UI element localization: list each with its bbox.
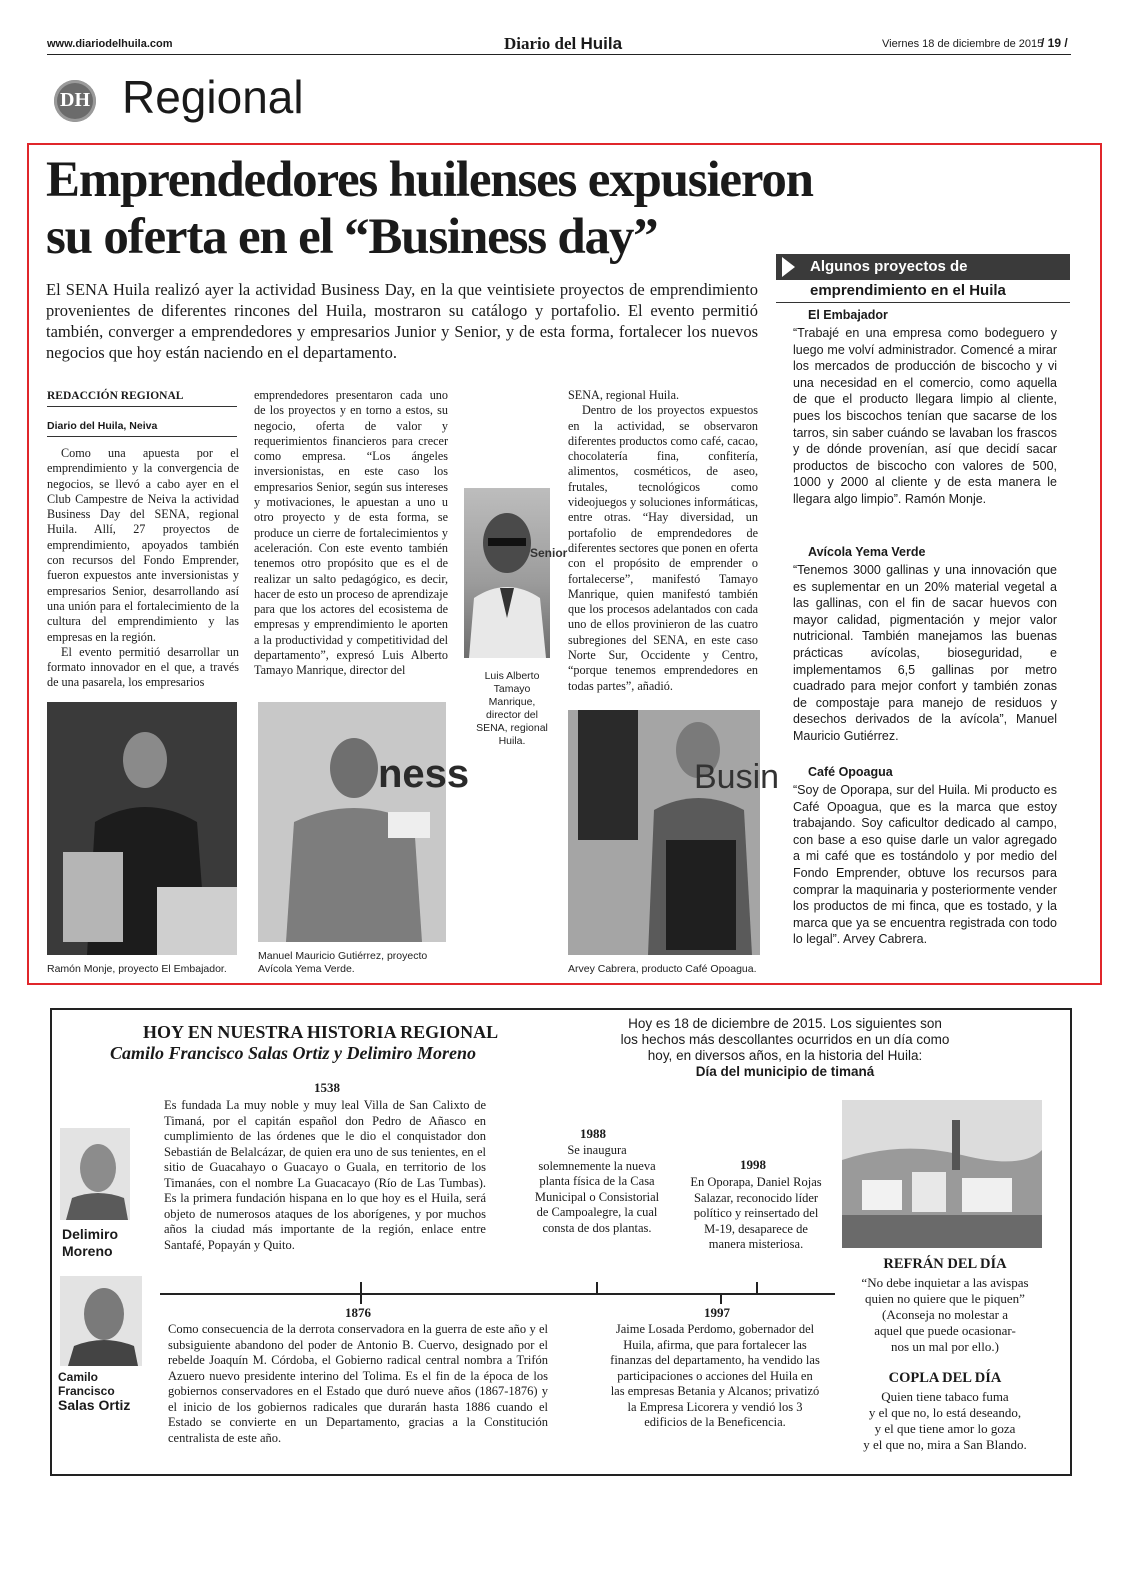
photo-3-sign: Busin bbox=[694, 758, 780, 796]
dh-logo bbox=[54, 80, 96, 122]
section-title: Regional bbox=[122, 71, 304, 123]
event-1997-text: Jaime Losada Perdomo, gobernador del Huila, afirma, que para fortalecer las finanzas del departamento, ha vendido las participaciones o acciones del Huila en las empresas Betania y Alcanos; privatizó la Empresa Licorera y vendió los 3 edificios de la Beneficencia. bbox=[610, 1322, 820, 1429]
history-title: HOY EN NUESTRA HISTORIA REGIONAL bbox=[143, 1022, 499, 1042]
timeline-tick-1988 bbox=[596, 1282, 598, 1294]
refran-body bbox=[836, 1275, 1054, 1355]
portrait-sign: Senior bbox=[530, 546, 568, 560]
refran-line-3: (Aconseja no molestar a bbox=[882, 1307, 1008, 1322]
refran-line-5: nos un mal por ello.) bbox=[891, 1339, 999, 1354]
masthead-huila: Huila bbox=[580, 34, 623, 53]
col1-paragraph-1: Como una apuesta por el emprendimiento y la convergencia de negocios, se llevó a cabo ayer en el Club Campestre de Neiva la actividad Business Day del SENA, regional Huila. Allí, 27 proyectos de emprendimiento, apoyados también con recursos del Fondo Emprender, fueron expuestos ante inversionistas y empresarios Senior, desarrollando así una unión para el fortalecimiento de la cultura del emprendimiento y las empresas en la región. bbox=[47, 446, 239, 644]
column-1 bbox=[47, 446, 239, 691]
portrait-caption: Luis Alberto Tamayo Manrique, director del SENA, regional Huila. bbox=[476, 670, 548, 747]
copla-body bbox=[836, 1389, 1054, 1453]
event-1997-year: 1997 bbox=[704, 1305, 730, 1320]
byline-rule bbox=[47, 406, 237, 407]
sidebar-title-2: emprendimiento en el Huila bbox=[810, 282, 1006, 299]
portrait-figure bbox=[464, 488, 550, 658]
site-url: www.diariodelhuila.com bbox=[47, 38, 173, 50]
author-1-line-1: Delimiro bbox=[62, 1226, 119, 1242]
sidebar-item-3-title: Café Opoagua bbox=[808, 765, 893, 779]
event-1988-year: 1988 bbox=[580, 1126, 606, 1141]
event-1998-year: 1998 bbox=[740, 1157, 766, 1172]
refran-line-4: aquel que puede ocasionar- bbox=[874, 1323, 1016, 1338]
col2-paragraph-1: emprendedores presentaron cada uno de los proyectos y en torno a estos, su negocio, oferta de valor y requerimientos financieros para crecer como empresa. “Los ángeles inversionistas, en este caso los empresarios Senior, según sus intereses y motivaciones, le apuestan a uno u otro proyecto y de esta forma, se produce un cierre de fortalecimientos y aceleración. Con este evento también tenemos otro propósito que es el de realizar un salto pedagógico, es decir, hacer de esto un proceso de aprendizaje para que los actores del ecosistema de empresas y emprendimiento le aporten a la productividad y competitividad del departamento”, expresó Luis Alberto Tamayo Manrique, director del bbox=[254, 388, 448, 678]
photo-1-figure bbox=[47, 702, 237, 955]
sidebar-item-1-text: “Trabajé en una empresa como bodeguero y luego me volví administrador. Comencé a mirar los mercados de producción de biscocho y vi una necesidad en el comercio, como aquella de que el producto llegara limpio al cliente, pues los biscochos tenían que sacarse de los tarros, sin saber cuándo se lavaban los frascos y de dónde provenían, así que decidí sacar productos de biscocho con valores de 500, 1000 y 2000 al cliente y de esta manera le llegara algo limpio”. Ramón Monje. bbox=[793, 326, 1057, 506]
history-intro bbox=[590, 1016, 980, 1080]
copla-line-4: y el que no, mira a San Blando. bbox=[863, 1437, 1027, 1452]
sidebar-rule bbox=[776, 302, 1070, 303]
photo-manuel-gutierrez bbox=[258, 702, 470, 942]
event-1876-year: 1876 bbox=[345, 1305, 371, 1320]
sidebar-item-2-text: “Tenemos 3000 gallinas y una innovación que es suplementar en un 20% material vegetal a las gallinas, con el fin de sacar huevos con mayor calidad, pigmentación y mejor valor nutricional. También manejamos las buenas prácticas avícolas, bioseguridad, e implementamos 6,5 gallinas por metro cuadrado para mejor confort y también zonas de compostaje para manejo de residuos y desechos derivados de la avícola”, Manuel Mauricio Gutiérrez. bbox=[793, 563, 1057, 743]
photo-2-sign: ness bbox=[378, 752, 470, 796]
town-figure bbox=[842, 1100, 1042, 1248]
author-camilo-name bbox=[58, 1370, 130, 1412]
history-intro-2: los hechos más descollantes ocurridos en un día como bbox=[620, 1032, 950, 1047]
event-1538-year: 1538 bbox=[314, 1080, 340, 1095]
refran-title: REFRÁN DEL DÍA bbox=[883, 1256, 1007, 1272]
photo-2-figure bbox=[258, 702, 446, 942]
byline: REDACCIÓN REGIONAL bbox=[47, 390, 184, 402]
headline-line-2: su oferta en el “Business day” bbox=[46, 209, 658, 265]
sidebar-item-2-title: Avícola Yema Verde bbox=[808, 545, 926, 559]
caption-arvey-cabrera: Arvey Cabrera, producto Café Opoagua. bbox=[568, 963, 757, 975]
article-lead: El SENA Huila realizó ayer la actividad Business Day, en la que veintisiete proyectos de emprendimiento provenientes de diferentes rincones del Huila, mostraron su catálogo y portafolio. El evento permitió también, converger a emprendedores y empresarios Junior y Senior, y de esta forma, fortalecer los nuevos negocios que hoy están naciendo en el departamento. bbox=[46, 280, 758, 362]
history-authors: Camilo Francisco Salas Ortiz y Delimiro Moreno bbox=[110, 1043, 477, 1063]
history-intro-1: Hoy es 18 de diciembre de 2015. Los siguientes son bbox=[628, 1016, 942, 1031]
dateline-rule bbox=[47, 436, 237, 437]
copla-line-1: Quien tiene tabaco fuma bbox=[881, 1389, 1009, 1404]
sidebar-item-1-title: El Embajador bbox=[808, 308, 888, 322]
issue-date: Viernes 18 de diciembre de 2015 bbox=[882, 38, 1044, 50]
event-1998-text: En Oporapa, Daniel Rojas Salazar, reconocido líder político y reinsertado del M-19, desaparece de manera misteriosa. bbox=[690, 1175, 822, 1251]
timeline-tick-1538 bbox=[360, 1282, 362, 1294]
photo-3-figure bbox=[568, 710, 760, 955]
author-photo-camilo bbox=[60, 1276, 142, 1366]
timeline-line bbox=[160, 1293, 835, 1295]
caption-manuel-gutierrez: Manuel Mauricio Gutiérrez, proyecto Avícola Yema Verde. bbox=[258, 950, 428, 975]
timana-town-photo bbox=[842, 1100, 1042, 1248]
dh-logo-text: DH bbox=[60, 89, 90, 111]
event-1876-text: Como consecuencia de la derrota conservadora en la guerra de este año y el subsiguiente abandono del poder de Antonio B. Cuervo, designado por el rebelde Joaquín M. Córdoba, el Gobierno radical central nombra a Trifón Azuero nuevo presidente interino del Tolima. Es el fin de la época de los gobiernos conservadores en el Estado que duró nueve años (1867-1876) y el inicio de los gobiernos radicales que durarán hasta 1886 cuando el Estado se convierte en un Departamento, gracias a la Constitución centralista de este año. bbox=[168, 1322, 548, 1445]
author-2-figure bbox=[60, 1276, 142, 1366]
copla-line-2: y el que no, lo está deseando, bbox=[868, 1405, 1022, 1420]
col4-paragraph-2: Dentro de los proyectos expuestos en la actividad, se observaron diferentes productos como café, cacao, chocolatería fina, confitería, alimentos, cosméticos, de aseo, frutales, tecnológicos como videojuegos y soluciones informáticas, entre otras. “Hay diversidad, un portafolio de emprendedores de diferentes sectores que ponen en oferta con el propósito de emprender o fortalecerse”, manifestó Tamayo Manrique, quien manifestó también que los procesos adelantados con cada uno de ellos provinieron de las cuatro subregiones del SENA, en este caso Norte Sur, Occidente y Centro, “porque tenemos emprendedores en todas partes”, añadió. bbox=[568, 403, 758, 693]
timeline-tick-1876 bbox=[360, 1294, 362, 1304]
col1-paragraph-2: El evento permitió desarrollar un formato innovador en el que, a través de una pasarela, los empresarios bbox=[47, 644, 239, 690]
history-intro-4: Día del municipio de timaná bbox=[695, 1064, 875, 1079]
headline-line-1: Emprendedores huilenses expusieron bbox=[46, 152, 813, 208]
sidebar-title-1: Algunos proyectos de bbox=[810, 258, 968, 275]
photo-ramon-monje bbox=[47, 702, 237, 955]
event-1988-text: Se inaugura solemnemente la nueva planta física de la Casa Municipal o Consistorial de Campoalegre, la cual consta de dos plantas. bbox=[534, 1143, 660, 1235]
history-intro-3: hoy, en diversos años, en la historia del Huila: bbox=[647, 1048, 923, 1063]
author-1-line-2: Moreno bbox=[62, 1243, 113, 1259]
refran-line-2: quien no quiere que le piquen” bbox=[865, 1291, 1025, 1306]
caption-ramon-monje: Ramón Monje, proyecto El Embajador. bbox=[47, 963, 227, 975]
author-2-line-2: Francisco bbox=[58, 1384, 115, 1398]
copla-line-3: y el que tiene amor lo goza bbox=[874, 1421, 1016, 1436]
timeline-tick-1997 bbox=[720, 1294, 722, 1304]
refran-line-1: “No debe inquietar a las avispas bbox=[861, 1275, 1029, 1290]
column-4 bbox=[568, 388, 758, 694]
masthead bbox=[504, 34, 622, 54]
author-1-figure bbox=[60, 1128, 130, 1220]
copla-title: COPLA DEL DÍA bbox=[888, 1370, 1002, 1386]
author-photo-delimiro bbox=[60, 1128, 130, 1220]
portrait-photo bbox=[464, 488, 568, 658]
header-rule bbox=[47, 54, 1071, 55]
photo-arvey-cabrera bbox=[568, 710, 780, 955]
page-number: / 19 / bbox=[1041, 36, 1068, 50]
timeline-tick-1998 bbox=[756, 1282, 758, 1294]
masthead-diario: Diario del bbox=[504, 34, 581, 53]
chevron-right-icon bbox=[782, 257, 795, 277]
sidebar-item-3-text: “Soy de Oporapa, sur del Huila. Mi producto es Café Opoagua, que es la marca que estoy trabajando. Soy caficultor dedicado al campo, con base a eso quise darle un valor agregado a mi café que es tostándolo y por medio del Fondo Emprender, obtuve los recursos para comprar la maquinaria y posteriormente vender los productos de mi finca, que es tostado, y la marca que ya se encuentra registrada con todo lo legal”. Arvey Cabrera. bbox=[793, 783, 1057, 947]
sidebar-header bbox=[776, 254, 1070, 280]
dateline: Diario del Huila, Neiva bbox=[47, 420, 158, 432]
col4-paragraph-1: SENA, regional Huila. bbox=[568, 388, 680, 402]
author-delimiro-name bbox=[62, 1226, 118, 1260]
column-2 bbox=[254, 388, 448, 679]
event-1538-text: Es fundada La muy noble y muy leal Villa de San Calixto de Timaná, por el capitán español don Pedro de Añasco en cumplimiento de las órdenes que le dio el conquistador don Sebastián de Belalcázar, de quien era uno de sus tenientes, en el sitio de Guacahayo o Guacayo o Guala, en territorio de los Timanáes, con el nombre La Guacacayo (Río de Las Tumbas). Es la primera fundación hispana en lo que hoy es el Huila, será objeto de numerosos ataques de los aborígenes, y por muchos años la ciudad más importante de la región, enlace entre Santafé, Popayán y Quito. bbox=[164, 1098, 486, 1252]
author-2-line-1: Camilo bbox=[58, 1370, 99, 1384]
author-2-line-3: Salas Ortiz bbox=[58, 1397, 131, 1413]
